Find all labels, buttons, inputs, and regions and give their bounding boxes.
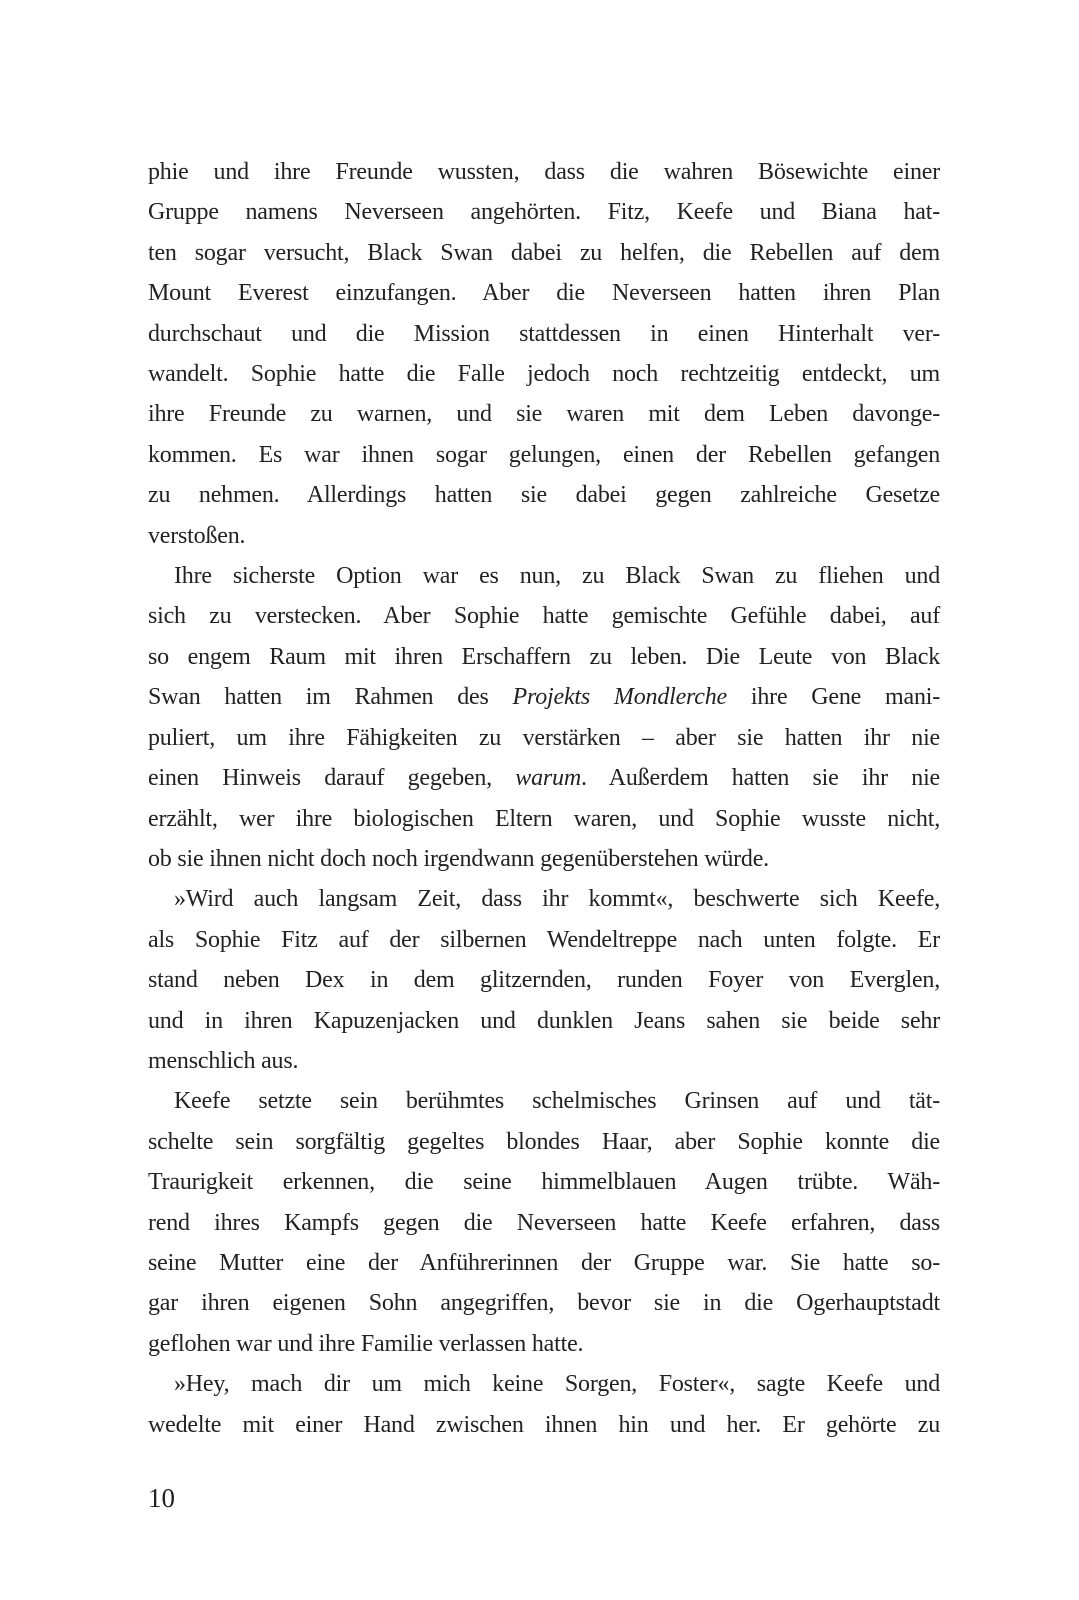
text-line [148, 637, 940, 677]
text-segment: als Sophie Fitz auf der silbernen Wendeltreppe nach unten folgte. Er [148, 926, 940, 953]
text-line [148, 799, 940, 839]
text-line [148, 435, 940, 475]
text-line [148, 1243, 940, 1283]
text-line [148, 1122, 940, 1162]
text-segment: Mount Everest einzufangen. Aber die Neverseen hatten ihren Plan [148, 280, 940, 307]
text-line [148, 233, 940, 273]
text-segment: Traurigkeit erkennen, die seine himmelblauen Augen trübte. Wäh- [148, 1169, 940, 1196]
text-line [148, 1162, 940, 1202]
text-segment: und in ihren Kapuzenjacken und dunklen Jeans sahen sie beide sehr [148, 1007, 940, 1034]
text-segment: durchschaut und die Mission stattdessen in einen Hinterhalt ver- [148, 320, 940, 347]
text-line [148, 475, 940, 515]
text-segment: kommen. Es war ihnen sogar gelungen, einen der Rebellen gefangen [148, 441, 940, 468]
text-segment: wedelte mit einer Hand zwischen ihnen hin und her. Er gehörte zu [148, 1411, 940, 1438]
text-segment: rend ihres Kampfs gegen die Neverseen hatte Keefe erfahren, dass [148, 1209, 940, 1236]
text-line [148, 1081, 940, 1121]
text-line [148, 152, 940, 192]
text-segment: phie und ihre Freunde wussten, dass die wahren Bösewichte einer [148, 159, 940, 185]
text-segment: zu nehmen. Allerdings hatten sie dabei gegen zahlreiche Gesetze [148, 482, 940, 509]
text-segment: einen Hinweis darauf gegeben, [148, 765, 516, 792]
text-segment: seine Mutter eine der Anführerinnen der Gruppe war. Sie hatte so- [148, 1249, 940, 1276]
text-segment: puliert, um ihre Fähigkeiten zu verstärken – aber sie hatten ihr nie [148, 724, 940, 751]
text-line [148, 1001, 940, 1041]
text-line [148, 1041, 940, 1081]
text-segment: »Hey, mach dir um mich keine Sorgen, Foster«, sagte Keefe und [174, 1371, 940, 1398]
text-segment: schelte sein sorgfältig gegeltes blondes Haar, aber Sophie konnte die [148, 1128, 940, 1155]
text-block [148, 152, 940, 1445]
text-segment: ten sogar versucht, Black Swan dabei zu helfen, die Rebellen auf dem [148, 239, 940, 266]
text-segment: erzählt, wer ihre biologischen Eltern waren, und Sophie wusste nicht, [148, 805, 940, 832]
text-segment: . Außerdem hatten sie ihr nie [580, 765, 940, 792]
text-line [148, 314, 940, 354]
text-segment: gar ihren eigenen Sohn angegriffen, bevor sie in die Ogerhauptstadt [148, 1290, 940, 1317]
text-line [148, 839, 940, 879]
text-line [148, 758, 940, 798]
page-number: 10 [148, 1483, 175, 1513]
italic-text-segment: warum [515, 765, 581, 792]
text-segment: ihre Freunde zu warnen, und sie waren mit dem Leben davonge- [148, 401, 940, 428]
text-segment: ob sie ihnen nicht doch noch irgendwann gegenüberstehen würde. [148, 845, 769, 872]
text-segment: menschlich aus. [148, 1047, 299, 1074]
text-segment: geflohen war und ihre Familie verlassen hatte. [148, 1330, 584, 1357]
text-line [148, 556, 940, 596]
text-segment: Gruppe namens Neverseen angehörten. Fitz, Keefe und Biana hat- [148, 199, 940, 226]
text-line [148, 394, 940, 434]
text-line [148, 192, 940, 232]
text-segment: wandelt. Sophie hatte die Falle jedoch noch rechtzeitig entdeckt, um [148, 361, 940, 388]
text-line [148, 718, 940, 758]
text-line [148, 879, 940, 919]
text-line [148, 1283, 940, 1323]
text-line [148, 516, 940, 556]
text-line [148, 1405, 940, 1445]
text-line [148, 354, 940, 394]
text-segment: so engem Raum mit ihren Erschaffern zu leben. Die Leute von Black [148, 643, 940, 670]
italic-text-segment: Projekts Mondlerche [512, 684, 727, 711]
text-segment: Swan hatten im Rahmen des [148, 684, 513, 711]
text-segment: Ihre sicherste Option war es nun, zu Black Swan zu fliehen und [174, 563, 940, 590]
text-segment: Keefe setzte sein berühmtes schelmisches Grinsen auf und tät- [174, 1088, 940, 1115]
text-line [148, 677, 940, 717]
text-segment: verstoßen. [148, 522, 246, 549]
text-line [148, 960, 940, 1000]
text-line [148, 920, 940, 960]
text-line [148, 1203, 940, 1243]
text-line [148, 273, 940, 313]
text-line [148, 596, 940, 636]
text-segment: »Wird auch langsam Zeit, dass ihr kommt«, beschwerte sich Keefe, [174, 886, 940, 913]
text-segment: ihre Gene mani- [727, 684, 941, 711]
text-segment: stand neben Dex in dem glitzernden, runden Foyer von Everglen, [148, 967, 940, 994]
text-line [148, 1324, 940, 1364]
text-segment: sich zu verstecken. Aber Sophie hatte gemischte Gefühle dabei, auf [148, 603, 940, 630]
text-line [148, 1364, 940, 1404]
